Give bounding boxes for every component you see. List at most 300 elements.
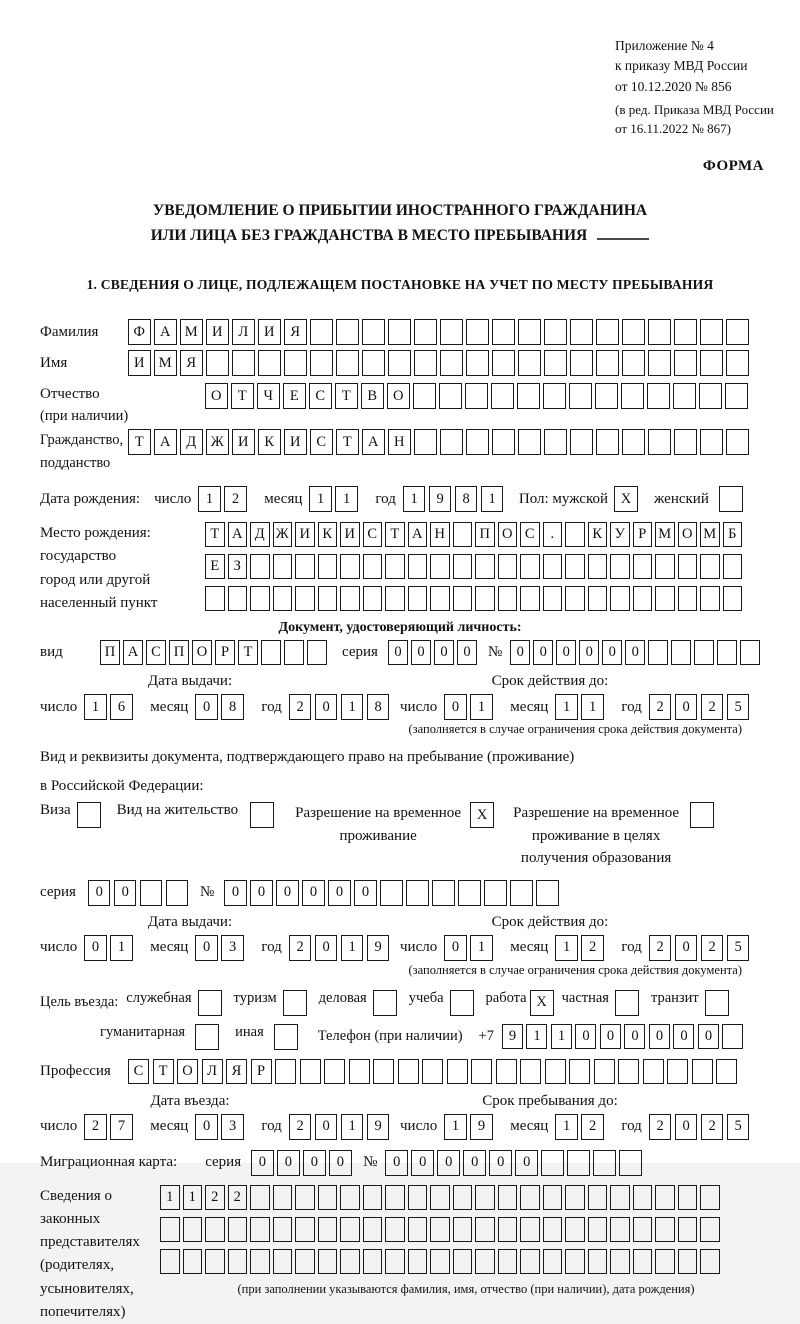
char-cell: 0 [579, 640, 599, 665]
year-word-label: год [261, 1118, 282, 1135]
char-cell [340, 554, 360, 579]
residence-permit-checkbox [250, 802, 274, 828]
purpose-study-checkbox [450, 990, 474, 1016]
doc-type-cells [100, 640, 330, 665]
char-cell [565, 1185, 585, 1210]
char-cell [413, 383, 436, 409]
char-cell [543, 383, 566, 409]
char-cell: К [258, 429, 281, 455]
char-cell: Л [202, 1059, 223, 1084]
purpose-official-label: служебная [126, 989, 192, 1006]
char-cell: 0 [251, 1150, 274, 1176]
birth-date-row [0, 486, 800, 512]
surname-row [0, 319, 800, 345]
char-cell: Ф [128, 319, 151, 345]
char-cell: 0 [463, 1150, 486, 1176]
char-cell: 0 [411, 1150, 434, 1176]
day-word-label: число [40, 1118, 78, 1135]
char-cell: 0 [600, 1024, 621, 1049]
char-cell [699, 383, 722, 409]
char-cell [336, 319, 359, 345]
char-cell [422, 1059, 443, 1084]
citizenship-row [0, 429, 800, 474]
char-cell: 1 [555, 1114, 578, 1140]
surname-label: Фамилия [40, 323, 99, 340]
section1-heading: 1. СВЕДЕНИЯ О ЛИЦЕ, ПОДЛЕЖАЩЕМ ПОСТАНОВКЕ НА УЧЕТ ПО МЕСТУ ПРЕБЫВАНИЯ [86, 277, 714, 293]
representatives-label-6: попечителях) [40, 1303, 126, 1320]
char-cell: 1 [309, 486, 332, 512]
citizenship-label-2: подданство [40, 454, 111, 471]
char-cell [596, 429, 619, 455]
birth-place-cells-3 [205, 586, 745, 611]
char-cell: Р [215, 640, 235, 665]
char-cell [340, 1249, 360, 1274]
day-word-label: число [400, 1118, 438, 1135]
char-cell: 2 [581, 1114, 604, 1140]
char-cell: Т [205, 522, 225, 547]
char-cell: 0 [510, 640, 530, 665]
char-cell: Е [283, 383, 306, 409]
char-cell: 1 [481, 486, 504, 512]
char-cell [520, 586, 540, 611]
char-cell [471, 1059, 492, 1084]
month-word-label: месяц [150, 1118, 189, 1135]
appendix-line: Приложение № 4 [615, 38, 714, 53]
char-cell: И [206, 319, 229, 345]
char-cell [273, 554, 293, 579]
char-cell: 2 [581, 935, 604, 961]
char-cell: К [318, 522, 338, 547]
char-cell [183, 1217, 203, 1242]
char-cell [414, 429, 437, 455]
revision-line: от 16.11.2022 № 867) [615, 120, 732, 136]
char-cell [543, 1249, 563, 1274]
revision-line: (в ред. Приказа МВД России [615, 101, 774, 117]
char-cell: 9 [502, 1024, 523, 1049]
char-cell [465, 383, 488, 409]
char-cell [498, 586, 518, 611]
char-cell: Т [336, 429, 359, 455]
char-cell [678, 554, 698, 579]
char-cell [536, 880, 559, 906]
birth-date-label: Дата рождения: [40, 490, 141, 507]
char-cell [498, 554, 518, 579]
char-cell [183, 1249, 203, 1274]
purpose-official-checkbox [198, 990, 222, 1016]
year-word-label: год [261, 939, 282, 956]
char-cell [295, 1185, 315, 1210]
char-cell [166, 880, 189, 906]
char-cell [518, 350, 541, 376]
char-cell [440, 319, 463, 345]
char-cell: 1 [183, 1185, 203, 1210]
char-cell [674, 429, 697, 455]
char-cell: Р [633, 522, 653, 547]
purpose-row-2 [0, 1024, 800, 1050]
issue-date-title: Дата выдачи: [147, 673, 233, 690]
char-cell: Т [153, 1059, 174, 1084]
blank-underline [597, 238, 649, 240]
char-cell [700, 1217, 720, 1242]
char-cell: Р [251, 1059, 272, 1084]
char-cell: Е [205, 554, 225, 579]
sex-male-label: Пол: мужской [518, 490, 609, 507]
char-cell [295, 554, 315, 579]
valid-until-title: Срок действия до: [491, 673, 609, 690]
char-cell [726, 429, 749, 455]
representatives-label-3: представителях [40, 1234, 140, 1251]
char-cell: 0 [457, 640, 477, 665]
char-cell [726, 350, 749, 376]
char-cell [655, 1217, 675, 1242]
migration-card-row [0, 1150, 800, 1176]
char-cell [363, 1217, 383, 1242]
char-cell [363, 586, 383, 611]
form-title-line1: УВЕДОМЛЕНИЕ О ПРИБЫТИИ ИНОСТРАННОГО ГРАЖДАНИНА [152, 202, 648, 220]
char-cell [336, 350, 359, 376]
char-cell [273, 1249, 293, 1274]
char-cell: 2 [701, 935, 724, 961]
char-cell: 0 [649, 1024, 670, 1049]
char-cell [458, 880, 481, 906]
char-cell [340, 1185, 360, 1210]
char-cell [491, 383, 514, 409]
char-cell: 0 [625, 640, 645, 665]
char-cell [610, 1185, 630, 1210]
issue-date-cells-2 [40, 935, 400, 961]
char-cell: 0 [329, 1150, 352, 1176]
char-cell [619, 1150, 642, 1176]
char-cell [273, 1217, 293, 1242]
char-cell: 3 [221, 1114, 244, 1140]
char-cell: 0 [575, 1024, 596, 1049]
appendix-block [615, 36, 800, 138]
patronymic-label: Отчество [40, 386, 100, 403]
char-cell: 3 [221, 935, 244, 961]
char-cell [284, 640, 304, 665]
char-cell: 1 [403, 486, 426, 512]
char-cell [520, 1249, 540, 1274]
char-cell [349, 1059, 370, 1084]
char-cell: 1 [160, 1185, 180, 1210]
char-cell [567, 1150, 590, 1176]
char-cell [385, 1185, 405, 1210]
char-cell: В [361, 383, 384, 409]
char-cell [475, 554, 495, 579]
valid-until-cells [400, 694, 800, 720]
given-name-row [0, 350, 800, 376]
char-cell: 0 [675, 1114, 698, 1140]
doc-number-label: № [487, 644, 503, 661]
char-cell [484, 880, 507, 906]
char-cell: 0 [276, 880, 299, 906]
char-cell [275, 1059, 296, 1084]
char-cell [622, 319, 645, 345]
char-cell [295, 1249, 315, 1274]
purpose-tourism-checkbox [283, 990, 307, 1016]
char-cell [475, 1217, 495, 1242]
char-cell: Д [250, 522, 270, 547]
char-cell [700, 319, 723, 345]
representatives-cells-1 [160, 1185, 772, 1210]
char-cell: 0 [303, 1150, 326, 1176]
month-word-label: месяц [510, 698, 549, 715]
char-cell [228, 1249, 248, 1274]
char-cell [655, 586, 675, 611]
purpose-other-label: иная [235, 1023, 264, 1040]
char-cell [295, 1217, 315, 1242]
char-cell: 1 [198, 486, 221, 512]
day-word-label: число [40, 698, 78, 715]
char-cell: 0 [602, 640, 622, 665]
char-cell: 8 [367, 694, 390, 720]
char-cell: 0 [434, 640, 454, 665]
char-cell [520, 1185, 540, 1210]
char-cell [648, 350, 671, 376]
char-cell: 0 [84, 935, 107, 961]
char-cell [596, 319, 619, 345]
residence-series-cells [88, 880, 192, 906]
identity-doc-dates [0, 673, 800, 720]
char-cell [363, 1249, 383, 1274]
representatives-label-4: (родителях, [40, 1257, 115, 1274]
char-cell: . [543, 522, 563, 547]
char-cell: О [678, 522, 698, 547]
residence-number-label: № [199, 884, 215, 901]
char-cell [466, 350, 489, 376]
char-cell [453, 586, 473, 611]
char-cell [700, 429, 723, 455]
char-cell: С [146, 640, 166, 665]
char-cell: А [123, 640, 143, 665]
birth-date-cells [154, 486, 507, 512]
char-cell [648, 429, 671, 455]
form-title [0, 199, 800, 249]
phone-prefix: +7 [478, 1028, 494, 1045]
char-cell [205, 1249, 225, 1274]
char-cell [565, 522, 585, 547]
char-cell [447, 1059, 468, 1084]
given-name-label: Имя [40, 354, 68, 371]
char-cell [622, 429, 645, 455]
char-cell [674, 319, 697, 345]
representatives-cells-3 [160, 1249, 772, 1274]
char-cell [673, 383, 696, 409]
char-cell [228, 586, 248, 611]
month-word-label: месяц [510, 1118, 549, 1135]
char-cell: 0 [444, 935, 467, 961]
purpose-transit-label: транзит [650, 989, 699, 1006]
residence-series-label: серия [40, 884, 76, 901]
year-word-label: год [621, 698, 642, 715]
char-cell [140, 880, 163, 906]
representatives-label-1: Сведения о [40, 1187, 112, 1204]
char-cell [232, 350, 255, 376]
stay-until-cells [400, 1114, 800, 1140]
char-cell [725, 383, 748, 409]
residence-doc-dates [0, 914, 800, 961]
char-cell [295, 586, 315, 611]
char-cell: 0 [354, 880, 377, 906]
char-cell [318, 586, 338, 611]
residence-doc-intro-2: в Российской Федерации: [40, 777, 204, 794]
char-cell [408, 1185, 428, 1210]
char-cell: 0 [675, 694, 698, 720]
char-cell [510, 880, 533, 906]
char-cell: 2 [228, 1185, 248, 1210]
char-cell [543, 554, 563, 579]
char-cell [250, 554, 270, 579]
char-cell: Т [385, 522, 405, 547]
year-word-label: год [621, 1118, 642, 1135]
profession-label: Профессия [40, 1062, 111, 1079]
char-cell: 2 [701, 1114, 724, 1140]
char-cell [440, 350, 463, 376]
purpose-work-checkbox: X [530, 990, 554, 1016]
migration-series-label: серия [205, 1154, 242, 1171]
char-cell [408, 1249, 428, 1274]
char-cell [362, 350, 385, 376]
char-cell [722, 1024, 743, 1049]
char-cell [492, 350, 515, 376]
char-cell: 1 [341, 1114, 364, 1140]
residence-number-cells [224, 880, 562, 906]
char-cell [678, 586, 698, 611]
month-word-label: месяц [264, 490, 303, 507]
doc-number-cells [510, 640, 763, 665]
char-cell [543, 1185, 563, 1210]
identity-doc-heading: Документ, удостоверяющий личность: [278, 620, 522, 636]
char-cell [593, 1150, 616, 1176]
char-cell: И [284, 429, 307, 455]
char-cell [430, 586, 450, 611]
day-word-label: число [400, 939, 438, 956]
char-cell: 1 [335, 486, 358, 512]
char-cell [466, 319, 489, 345]
char-cell [740, 640, 760, 665]
birth-place-cells-1 [205, 522, 745, 547]
representatives-note: (при заполнении указываются фамилия, имя, отчество (при наличии), дата рождения) [237, 1281, 695, 1296]
birth-place-label-3: город или другой [40, 571, 151, 588]
char-cell [570, 319, 593, 345]
char-cell: П [169, 640, 189, 665]
sex-female-label: женский [654, 490, 709, 507]
char-cell: М [180, 319, 203, 345]
char-cell: Ч [257, 383, 280, 409]
char-cell [678, 1249, 698, 1274]
char-cell [318, 1249, 338, 1274]
char-cell [544, 319, 567, 345]
char-cell: О [177, 1059, 198, 1084]
char-cell [570, 350, 593, 376]
char-cell: А [362, 429, 385, 455]
char-cell: 9 [367, 1114, 390, 1140]
char-cell [700, 1185, 720, 1210]
appendix-line: к приказу МВД России [615, 58, 748, 74]
residence-doc-options-row [0, 802, 800, 870]
char-cell [310, 319, 333, 345]
char-cell [205, 586, 225, 611]
day-word-label: число [400, 698, 438, 715]
doc-type-label: вид [40, 644, 63, 661]
char-cell [648, 640, 668, 665]
char-cell: 0 [698, 1024, 719, 1049]
char-cell: 0 [302, 880, 325, 906]
purpose-other-checkbox [274, 1024, 298, 1050]
char-cell [496, 1059, 517, 1084]
char-cell: 0 [437, 1150, 460, 1176]
char-cell [565, 1217, 585, 1242]
validity-note: (заполняется в случае ограничения срока действия документа) [408, 722, 742, 737]
visa-label: Виза [40, 802, 71, 819]
surname-cells [128, 319, 752, 345]
char-cell [588, 554, 608, 579]
char-cell: 1 [110, 935, 133, 961]
char-cell: А [154, 319, 177, 345]
representatives-label-2: законных [40, 1210, 101, 1227]
char-cell [544, 429, 567, 455]
char-cell [694, 640, 714, 665]
char-cell [692, 1059, 713, 1084]
char-cell [432, 880, 455, 906]
year-word-label: год [261, 698, 282, 715]
char-cell [655, 1185, 675, 1210]
char-cell: 0 [489, 1150, 512, 1176]
char-cell: И [128, 350, 151, 376]
char-cell: 1 [551, 1024, 572, 1049]
char-cell [667, 1059, 688, 1084]
char-cell: С [309, 383, 332, 409]
char-cell [565, 1249, 585, 1274]
char-cell [363, 1185, 383, 1210]
char-cell [310, 350, 333, 376]
valid-until-cells-2 [400, 935, 800, 961]
birth-place-cells-2 [205, 554, 745, 579]
char-cell: С [520, 522, 540, 547]
purpose-humanitarian-label: гуманитарная [100, 1023, 186, 1040]
char-cell [610, 1249, 630, 1274]
given-name-cells [128, 350, 752, 376]
char-cell [388, 350, 411, 376]
char-cell [453, 1185, 473, 1210]
entry-date-title: Дата въезда: [150, 1092, 230, 1109]
char-cell [380, 880, 403, 906]
char-cell [160, 1217, 180, 1242]
char-cell: 9 [470, 1114, 493, 1140]
char-cell [726, 319, 749, 345]
char-cell [520, 1217, 540, 1242]
purpose-private-checkbox [615, 990, 639, 1016]
char-cell: 6 [110, 694, 133, 720]
char-cell [569, 383, 592, 409]
char-cell: 2 [289, 1114, 312, 1140]
entry-date-cells [40, 1114, 400, 1140]
char-cell: А [154, 429, 177, 455]
char-cell: У [610, 522, 630, 547]
char-cell: 0 [515, 1150, 538, 1176]
char-cell [362, 319, 385, 345]
char-cell: 0 [556, 640, 576, 665]
char-cell: П [100, 640, 120, 665]
month-word-label: месяц [510, 939, 549, 956]
char-cell: Я [284, 319, 307, 345]
char-cell [340, 586, 360, 611]
year-word-label: год [375, 490, 396, 507]
char-cell: 2 [289, 694, 312, 720]
char-cell [430, 1217, 450, 1242]
char-cell [492, 319, 515, 345]
birth-place-label-1: Место рождения: [40, 525, 151, 542]
